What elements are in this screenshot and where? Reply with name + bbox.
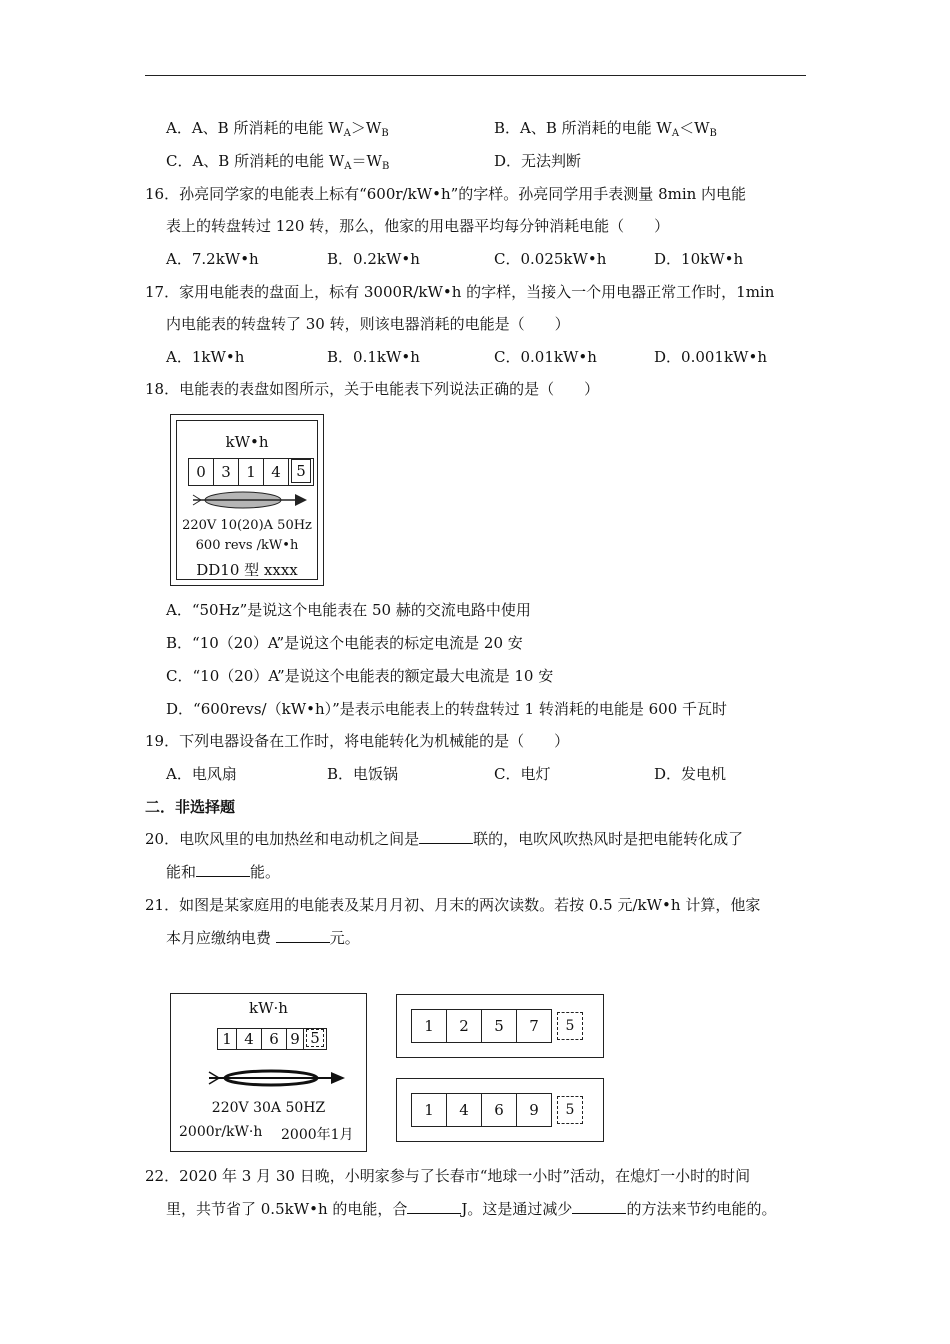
meter-digit: 4	[237, 1029, 262, 1049]
answer-blank[interactable]	[196, 862, 250, 877]
q16-option-b: B．0.2kW•h	[327, 250, 420, 268]
q17-option-b: B．0.1kW•h	[327, 348, 420, 366]
meter-digit: 6	[262, 1029, 287, 1049]
q21-stem-line2: 本月应缴纳电费 元。	[166, 929, 360, 947]
answer-blank[interactable]	[276, 928, 330, 943]
q18-stem: 18．电能表的表盘如图所示，关于电能表下列说法正确的是（ ）	[145, 380, 600, 398]
meter-date: 2000年1月	[281, 1127, 354, 1143]
meter-digit: 1	[239, 459, 264, 485]
reading-digit: 1	[412, 1010, 447, 1042]
meter-digit: 1	[218, 1029, 237, 1049]
q17-option-a: A．1kW•h	[166, 348, 245, 366]
q15-option-a: A．A、B 所消耗的电能 $W_A>W_B$	[166, 119, 389, 139]
meter-unit-label: kW·h	[249, 999, 288, 1017]
q17-stem-line1: 17．家用电能表的盘面上，标有 3000R/kW•h 的字样，当接入一个用电器正常工作时，1min	[145, 283, 775, 301]
q17-option-d: D．0.001kW•h	[654, 348, 767, 366]
meter-digit: 3	[214, 459, 239, 485]
q16-option-d: D．10kW•h	[654, 250, 744, 268]
q19-option-a: A．电风扇	[166, 765, 237, 783]
meter-decimal-digit: 5	[289, 459, 313, 485]
q18-option-c: C．“10（20）A”是说这个电能表的额定最大电流是 10 安	[166, 667, 554, 685]
q15-option-d: D．无法判断	[494, 152, 582, 170]
header-rule	[145, 75, 806, 76]
q18-meter-figure	[170, 414, 324, 586]
q18-option-a: A．“50Hz”是说这个电能表在 50 赫的交流电路中使用	[166, 601, 531, 619]
meter-digit: 4	[264, 459, 289, 485]
q18-option-d: D．“600revs/（kW•h）”是表示电能表上的转盘转过 1 转消耗的电能是 600 千瓦时	[166, 700, 728, 718]
q16-option-a: A．7.2kW•h	[166, 250, 259, 268]
q17-stem-line2: 内电能表的转盘转了 30 转，则该电器消耗的电能是（ ）	[166, 315, 570, 333]
reading-digit: 1	[412, 1094, 447, 1126]
answer-blank[interactable]	[419, 829, 473, 844]
q16-option-c: C．0.025kW•h	[494, 250, 607, 268]
reading-decimal-digit: 5	[557, 1096, 583, 1124]
q17-option-c: C．0.01kW•h	[494, 348, 597, 366]
reading-digit: 9	[529, 1101, 539, 1119]
meter-model: DD10 型 xxxx	[196, 561, 298, 579]
q22-stem-line1: 22．2020 年 3 月 30 日晚，小明家参与了长春市“地球一小时”活动，在熄灯一小时的时间	[145, 1167, 751, 1185]
reading-digit: 4	[447, 1094, 482, 1126]
q19-option-d: D．发电机	[654, 765, 727, 783]
meter-spec-revs: 600 revs /kW•h	[195, 538, 299, 553]
q21-meter-figure	[170, 993, 367, 1152]
meter-digit-display	[188, 458, 314, 486]
answer-blank[interactable]	[572, 1199, 626, 1214]
meter-digit: 0	[189, 459, 214, 485]
q15-option-b: B．A、B 所消耗的电能 $W_A<W_B$	[494, 119, 717, 139]
meter-disc-arrow-icon	[207, 1066, 347, 1090]
q20-stem-line1: 20．电吹风里的电加热丝和电动机之间是 联的，电吹风吹热风时是把电能转化成了	[145, 830, 744, 848]
reading-digit: 7	[529, 1017, 539, 1035]
meter-unit-label: kW•h	[225, 433, 269, 451]
section-heading: 二．非选择题	[145, 798, 236, 816]
reading-digit: 2	[447, 1010, 482, 1042]
q19-option-b: B．电饭锅	[327, 765, 399, 783]
reading-month-end	[396, 1078, 604, 1142]
q15-option-c: C．A、B 所消耗的电能 $W_A=W_B$	[166, 152, 390, 172]
meter-digit: 9	[287, 1029, 304, 1049]
meter-decimal-digit: 5	[304, 1029, 326, 1049]
reading-month-start	[396, 994, 604, 1058]
answer-blank[interactable]	[407, 1199, 461, 1214]
reading-digit: 5	[482, 1010, 517, 1042]
meter-spec-rating: 220V 30A 50HZ	[211, 1100, 326, 1116]
q20-stem-line2: 能和 能。	[166, 863, 281, 881]
meter-spec-rating: 220V 10(20)A 50Hz	[182, 518, 312, 533]
q16-stem-line1: 16．孙亮同学家的电能表上标有“600r/kW•h”的字样。孙亮同学用手表测量 8min 内电能	[145, 185, 747, 203]
meter-digit-display	[217, 1028, 327, 1050]
q16-stem-line2: 表上的转盘转过 120 转，那么，他家的用电器平均每分钟消耗电能（ ）	[166, 217, 670, 235]
reading-digit: 6	[482, 1094, 517, 1126]
q19-option-c: C．电灯	[494, 765, 551, 783]
q18-option-b: B．“10（20）A”是说这个电能表的标定电流是 20 安	[166, 634, 523, 652]
q21-stem-line1: 21．如图是某家庭用的电能表及某月月初、月末的两次读数。若按 0.5 元/kW•h 计算，他家	[145, 896, 761, 914]
reading-decimal-digit: 5	[557, 1012, 583, 1040]
q22-stem-line2: 里，共节省了 0.5kW•h 的电能，合 J。这是通过减少 的方法来节约电能的。	[166, 1200, 777, 1218]
meter-disc-arrow-icon	[191, 489, 309, 511]
q19-stem: 19．下列电器设备在工作时，将电能转化为机械能的是（ ）	[145, 732, 570, 750]
meter-spec-revs: 2000r/kW·h	[179, 1124, 263, 1140]
